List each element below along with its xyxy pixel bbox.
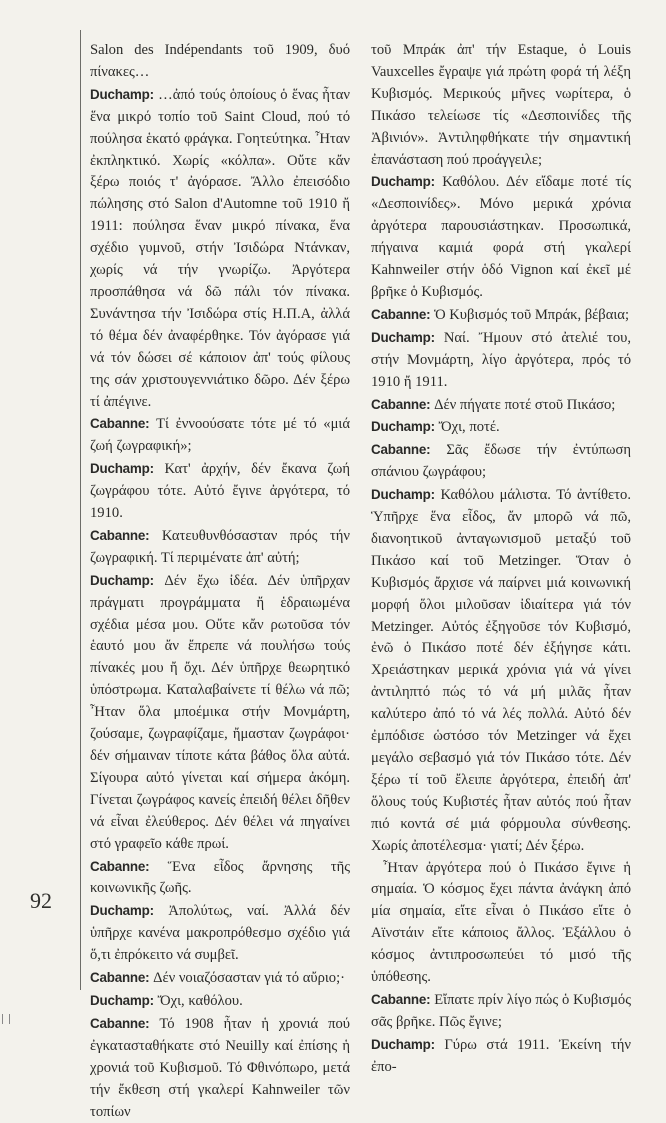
speaker-label: Duchamp: [371,174,435,190]
speaker-label: Duchamp: [90,572,154,588]
dialogue-text: Εἴπατε πρίν λίγο πώς ὁ Κυβισμός σᾶς βρῆκε. Πῶς ἔγινε; [371,991,631,1030]
speaker-label: Cabanne: [371,991,431,1007]
dialogue-paragraph [90,413,350,458]
dialogue-text: Δέν νοιαζόσασταν γιά τό αὔριο;· [149,970,346,987]
dialogue-paragraph [371,1034,631,1079]
speaker-label: Duchamp: [90,461,154,477]
dialogue-text: Κατευθυνθόσασταν πρός τήν ζωγραφική. Τί περιμένατε ἀπ' αὐτή; [90,527,350,566]
dialogue-text: Ὄχι, ποτέ. [434,419,500,436]
speaker-label: Cabanne: [90,416,150,432]
dialogue-text: Ὁ Κυβισμός τοῦ Μπράκ, βέβαια; [430,306,630,323]
dialogue-paragraph [90,525,350,570]
dialogue-text: Δέν ἔχω ἰδέα. Δέν ὑπῆρχαν πράγματι προγράμματα ἤ ἑδραιωμένα σχέδια μέσα μου. Οὔτε κἄν ρωτοῦσα τόν ἑαυτό μου ἄν ἔπρεπε νά πουλήσω τούς πίνακές μου ἤ ὄχι. Δέν ὑπῆρχε θεωρητικό ὑπόστρωμα. Καταλαβαίνετε τί θέλω νά πῶ; Ἦταν ὅλα μποέμικα στήν Μονμάρτη, ζούσαμε, ζωγραφίζαμε, ἤμασταν ζωγράφοι· δέν σήμαιναν τίποτε κάτα βάθος ὅλα αὐτά. Σίγουρα αὐτό γίνεται καί σήμερα ἀκόμη. Γίνεται ζωγράφος κανείς ἐπειδή θέλει δῆθεν νά εἶναι ἐλεύθερος. Δέν θέλει νά πηγαίνει στό γραφεῖο κάθε πρωί. [90,572,350,852]
margin-rule [80,30,81,990]
dialogue-text: Δέν πήγατε ποτέ στοῦ Πικάσο; [430,396,616,413]
left-column [90,40,350,1123]
speaker-label: Cabanne: [90,858,150,874]
dialogue-text: Τί ἐννοούσατε τότε μέ τό «μιά ζωή ζωγραφική»; [90,416,350,455]
speaker-label: Duchamp: [371,419,435,435]
speaker-label: Cabanne: [371,442,431,458]
dialogue-paragraph [371,439,631,484]
dialogue-text: Σᾶς ἔδωσε τήν ἐντύπωση σπάνιου ζωγράφου; [371,442,631,481]
dialogue-text: Ἀπολύτως, ναί. Ἀλλά δέν ὑπῆρχε κανένα μακροπρόθεσμο σχέδιο γιά ὅ,τι ἐπρόκειτο νά συμβεῖ. [90,903,350,964]
dialogue-paragraph [371,416,631,439]
page-number: 92 [30,888,52,913]
crop-marks [0,1014,20,1024]
paragraph: Ἦταν ἀργότερα πού ὁ Πικάσο ἔγινε ἡ σημαία. Ὁ κόσμος ἔχει πάντα ἀνάγκη ἀπό μία σημαία, εἴτε εἶναι ὁ Πικάσο εἴτε ὁ Αϊνστάιν εἴτε κάποιος ἄλλος. Ἐξάλλου ὁ κόσμος ἀντιπροσωπεύει τό μισό τῆς ὑπόθεσης. [371,859,631,986]
speaker-label: Duchamp: [371,329,435,345]
dialogue-paragraph [90,570,350,856]
speaker-label: Duchamp: [90,992,154,1008]
dialogue-paragraph [90,1013,350,1123]
dialogue-paragraph [90,84,350,414]
dialogue-paragraph [371,304,631,327]
dialogue-text: Κατ' ἀρχήν, δέν ἔκανα ζωή ζωγράφου τότε. Αὐτό ἔγινε ἀργότερα, τό 1910. [90,461,350,522]
speaker-label: Cabanne: [371,306,431,322]
dialogue-paragraph [371,989,631,1034]
paragraph: Salon des Indépendants τοῦ 1909, δυό πίνακες… [90,42,350,80]
dialogue-paragraph [90,856,350,901]
dialogue-paragraph [371,394,631,417]
dialogue-paragraph [90,990,350,1013]
dialogue-text: …ἀπό τούς ὁποίους ὁ ἕνας ἦταν ἕνα μικρό τοπίο τοῦ Saint Cloud, πού τό πούλησα ἑκατό φράγκα. Γοητεύτηκα. Ἦταν ἐκπληκτικό. Χωρίς «κόλπα». Οὔτε κἄν ξέρω ποιός τ' ἀγόρασε. Ἄλλο ἐπεισόδιο πώλησης στό Salon d'Automne τοῦ 1910 ἤ 1911: πούλησα ἕναν μικρό πίνακα, ἕνα σχέδιο γυμνοῦ, στήν Ἰσιδώρα Ντάνκαν, χωρίς νά τήν γνωρίζω. Ἀργότερα προσπάθησα νά δῶ πάλι τόν πίνακα. Συνάντησα τήν Ἰσιδώρα στίς Η.Π.Α, ἀλλά τό θέμα δέν ἀναφέρθηκε. Τόν ἀγόρασε γιά νά τόν δώσει σέ κάποιον ἀπ' τούς φίλους της σάν χριστουγεννιάτικο δῶρο. Δέν ξέρω τί ἀπέγινε. [90,86,350,410]
dialogue-paragraph [90,967,350,990]
speaker-label: Cabanne: [90,1015,150,1031]
speaker-label: Duchamp: [371,1036,435,1052]
right-column [371,40,631,1079]
dialogue-text: Ναί. Ἤμουν στό ἀτελιέ του, στήν Μονμάρτη, λίγο ἀργότερα, πρός τό 1910 ἤ 1911. [371,329,631,390]
speaker-label: Cabanne: [90,527,150,543]
dialogue-text: Γύρω στά 1911. Ἐκείνη τήν ἐπο- [371,1036,631,1075]
dialogue-text: Καθόλου μάλιστα. Τό ἀντίθετο. Ὑπῆρχε ἕνα εἶδος, ἄν μπορῶ νά πῶ, διανοητικοῦ ἀνταγωνισμοῦ μεταξύ τοῦ Πικάσο καί τοῦ Metzinger. Ὅταν ὁ Κυβισμός ἄρχισε νά παίρνει μιά κοινωνική μορφή ὅλοι μιλοῦσαν ἰδιαίτερα γιά τόν Metzinger. Αὐτός ἐξηγοῦσε τόν Κυβισμό, ἐνῶ ὁ Πικάσο ποτέ δέν ἐξήγησε κάτι. Χρειάστηκαν μερικά χρόνια γιά νά γίνει ἀντιληπτό πώς τό νά μή μιλᾶς ἦταν καλύτερο ἀπό τό νά λές πολλά. Αὐτό δέν ἐμπόδισε ὡστόσο τόν Metzinger νά ἔχει μεγάλο σεβασμό γιά τόν Πικάσο τότε. Δέν ξέρω τί τοῦ ἔλειπε ἀργότερα, ἐπειδή ἀπ' ὅλους τούς Κυβιστές ἦταν αὐτός πού ἦταν πιό κοντά σέ μιά φόρμουλα σύνθεσης. Χωρίς ἀποτέλεσμα· γιατί; Δέν ξέρω. [371,487,631,854]
dialogue-paragraph [90,900,350,967]
speaker-label: Cabanne: [90,970,150,986]
dialogue-text: Τό 1908 ἦταν ἡ χρονιά πού ἐγκατασταθήκατε στό Neuilly καί ἐπίσης ἡ χρονιά τοῦ Κυβισμοῦ. Τό Φθινόπωρο, μετά τήν ἔκθεση στή γκαλερί Kahnweiler τῶν τοπίων [90,1015,350,1120]
dialogue-text: Ἕνα εἶδος ἄρνησης τῆς κοινωνικῆς ζωῆς. [90,858,350,897]
dialogue-paragraph [90,458,350,525]
speaker-label: Duchamp: [371,487,435,503]
dialogue-text: Ὄχι, καθόλου. [153,992,243,1009]
dialogue-paragraph [371,171,631,303]
speaker-label: Duchamp: [90,903,154,919]
speaker-label: Cabanne: [371,396,431,412]
paragraph: τοῦ Μπράκ ἀπ' τήν Estaque, ὁ Louis Vauxcelles ἔγραψε γιά πρώτη φορά τή λέξη Κυβισμός. Μερικούς μῆνες νωρίτερα, ὁ Πικάσο τελείωσε τίς «Δεσποινίδες τῆς Ἀβινιόν». Ἀντιληφθήκατε τήν σημαντική ἐπανάσταση πού προάγγειλε; [371,42,631,168]
speaker-label: Duchamp: [90,86,154,102]
dialogue-text: Καθόλου. Δέν εἴδαμε ποτέ τίς «Δεσποινίδες». Μόνο μερικά χρόνια ἀργότερα παρουσιάστηκαν. Προσωπικά, πήγαινα καμιά φορά στή γκαλερί Kahnweiler στήν ὁδό Vignon καί ἐκεῖ μέ βρῆκε ὁ Κυβισμός. [371,174,631,300]
dialogue-paragraph [371,484,631,857]
dialogue-paragraph [371,327,631,394]
